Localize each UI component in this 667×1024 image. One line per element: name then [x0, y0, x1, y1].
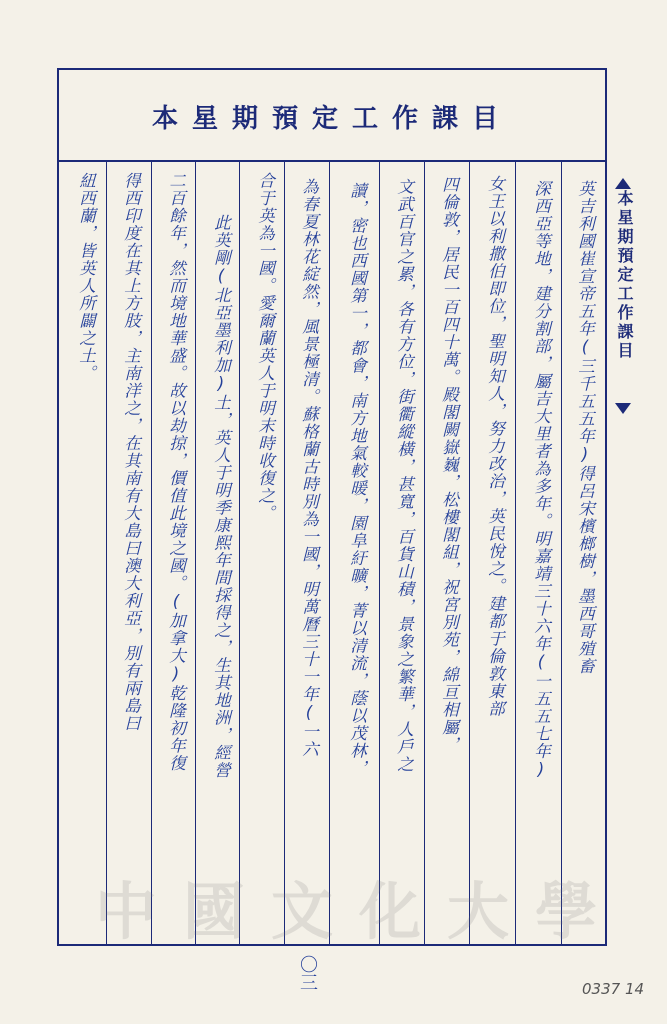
manuscript-column: 為春夏林花綻然，風景極清。蘇格蘭古時別為一國，明萬曆三十一年(一六	[299, 178, 319, 758]
manuscript-column: 讀，密也西國第一，都會，南方地氣較暖，園阜紆曠，菁以清流，蔭以茂林，	[347, 182, 367, 777]
manuscript-column: 此英剛(北亞墨利加)土，英人于明季康熙年間採得之，生其地洲，經營	[211, 214, 231, 779]
side-label: 本星期預定工作課目	[615, 190, 634, 361]
column-rule	[284, 162, 285, 944]
column-rule	[424, 162, 425, 944]
column-rule	[239, 162, 240, 944]
manuscript-column: 二百餘年，然而境地華盛。故以劫掠，價值此境之國。(加拿大)乾隆初年復	[166, 172, 186, 772]
column-rule	[515, 162, 516, 944]
column-rule	[329, 162, 330, 944]
column-rule	[151, 162, 152, 944]
page-number: 〇三	[297, 955, 318, 991]
form-title: 本星期預定工作課目	[151, 104, 512, 134]
reference-number: 0337 14	[582, 980, 645, 998]
arrow-down-icon	[615, 403, 631, 414]
column-rule	[106, 162, 107, 944]
manuscript-column: 女王以利撒伯即位，聖明知人，努力改治，英民悅之。建都于倫敦東部	[485, 175, 505, 718]
manuscript-column: 文武百官之累，各有方位，街衢縱橫，甚寬，百貨山積，景象之繁華，人戶之	[394, 178, 414, 773]
manuscript-column: 得西印度在其上方肢，主南洋之，在其南有大島曰澳大利亞，別有兩島曰	[121, 172, 141, 732]
column-rule	[195, 162, 196, 944]
manuscript-column: 深西亞等地，建分割部，屬吉大里者為多年。明嘉靖三十六年(一五五七年)	[531, 180, 551, 780]
manuscript-column: 四倫敦，居民一百四十萬。殿閣闕嶽巍，松樓閣組，祝宮別苑，綿亘相屬，	[439, 176, 459, 754]
manuscript-column: 合于英為一國。愛爾蘭英人于明末時收復之。	[255, 172, 275, 522]
manuscript-column: 紐西蘭，皆英人所闢之土。	[76, 172, 96, 382]
title-box	[59, 70, 605, 162]
manuscript-column: 英吉利國崔宣帝五年(三千五五年)得呂宋檳榔樹，墨西哥殖畜	[575, 180, 595, 675]
arrow-up-icon	[615, 178, 631, 189]
watermark: 中國文化大學	[95, 875, 624, 948]
column-rule	[469, 162, 470, 944]
column-rule	[561, 162, 562, 944]
column-rule	[379, 162, 380, 944]
